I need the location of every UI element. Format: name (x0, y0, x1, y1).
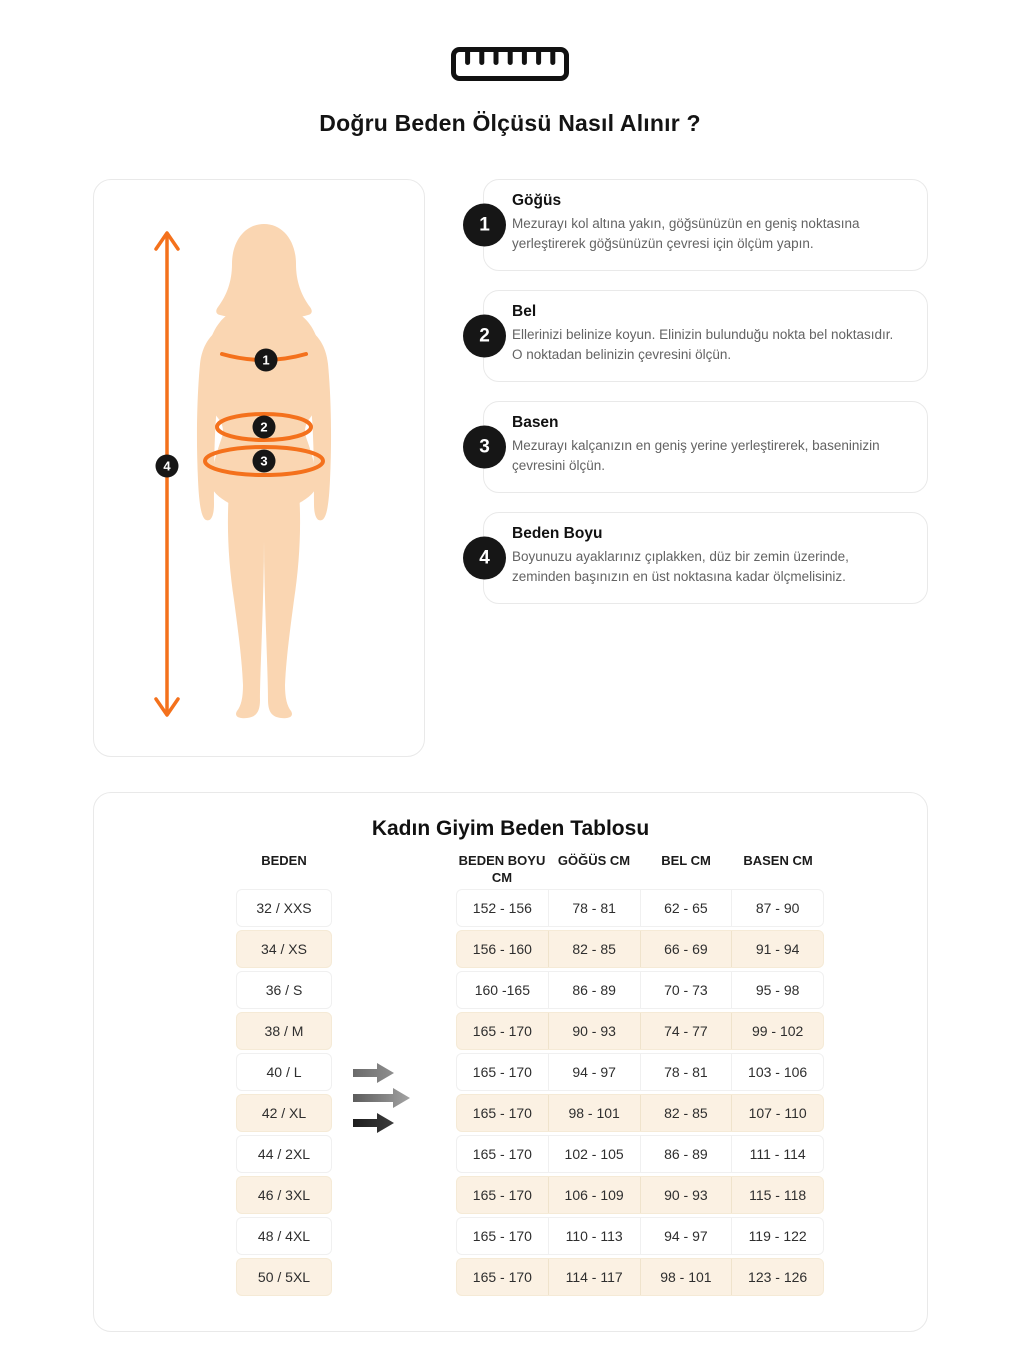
table-cell: 152 - 156 (457, 890, 549, 926)
svg-text:4: 4 (163, 458, 171, 474)
table-cell: 165 - 170 (457, 1095, 549, 1131)
size-cell: 32 / XXS (236, 889, 332, 927)
instruction-card-bel (479, 290, 928, 382)
table-row (456, 1217, 824, 1255)
step-number-badge: 4 (463, 537, 506, 580)
table-cell: 165 - 170 (457, 1054, 549, 1090)
instruction-title: Beden Boyu (512, 525, 603, 542)
svg-text:3: 3 (260, 453, 268, 469)
instruction-title: Basen (512, 414, 559, 431)
instruction-text: Ellerinizi belinize koyun. Elinizin bulunduğu nokta bel noktasıdır. O noktadan belinizin çevresini ölçün. (512, 327, 894, 362)
table-row (456, 1094, 824, 1132)
table-cell: 165 - 170 (457, 1136, 549, 1172)
instruction-text: Mezurayı kol altına yakın, göğsünüzün en geniş noktasına yerleştirerek göğsünüzün çevresi için ölçüm yapın. (512, 216, 860, 251)
table-cell: 99 - 102 (751, 1023, 804, 1039)
body-figure-card (93, 179, 425, 757)
size-column-header: BEDEN (261, 853, 307, 868)
page-title: Doğru Beden Ölçüsü Nasıl Alınır ? (319, 110, 701, 136)
table-row (456, 1053, 824, 1091)
measurement-header-row (456, 853, 824, 889)
table-cell: 106 - 109 (549, 1177, 641, 1213)
table-cell: 86 - 89 (641, 1136, 733, 1172)
table-cell: 78 - 81 (641, 1054, 733, 1090)
instruction-title: Göğüs (512, 192, 562, 209)
table-cell: 111 - 114 (749, 1146, 806, 1162)
table-row (456, 971, 824, 1009)
size-table-card (93, 792, 928, 1332)
size-cell: 50 / 5XL (236, 1258, 332, 1296)
table-cell: 87 - 90 (755, 900, 800, 916)
size-column (236, 853, 332, 1299)
figure-badge-1 (255, 349, 278, 372)
table-row (456, 1258, 824, 1296)
figure-badge-4 (156, 455, 179, 478)
table-cell: 98 - 101 (549, 1095, 641, 1131)
table-cell: 66 - 69 (641, 931, 733, 967)
measurement-columns (456, 853, 824, 1299)
svg-text:1: 1 (262, 352, 270, 368)
table-row (456, 930, 824, 968)
column-header: BASEN CM (743, 853, 813, 868)
table-cell: 70 - 73 (641, 972, 733, 1008)
table-cell: 95 - 98 (755, 982, 800, 998)
table-cell: 165 - 170 (457, 1013, 549, 1049)
table-cell: 123 - 126 (748, 1269, 808, 1285)
table-cell: 102 - 105 (549, 1136, 641, 1172)
instruction-title: Bel (512, 303, 537, 320)
table-row (456, 1012, 824, 1050)
table-cell: 107 - 110 (748, 1105, 807, 1121)
table-cell: 90 - 93 (549, 1013, 641, 1049)
size-cell: 48 / 4XL (236, 1217, 332, 1255)
column-header: GÖĞÜS CM (557, 853, 631, 868)
table-cell: 103 - 106 (748, 1064, 808, 1080)
size-cell: 34 / XS (236, 930, 332, 968)
body-silhouette-illustration (94, 180, 425, 757)
size-cell: 42 / XL (236, 1094, 332, 1132)
size-cell: 44 / 2XL (236, 1135, 332, 1173)
table-cell: 110 - 113 (549, 1218, 641, 1254)
table-cell: 165 - 170 (457, 1177, 549, 1213)
column-header: BEL CM (661, 853, 711, 868)
figure-badge-3 (253, 450, 276, 473)
size-cell: 36 / S (236, 971, 332, 1009)
table-cell: 94 - 97 (641, 1218, 733, 1254)
table-cell: 78 - 81 (549, 890, 641, 926)
step-number-badge: 3 (463, 426, 506, 469)
step-number-badge: 2 (463, 315, 506, 358)
table-cell: 62 - 65 (641, 890, 733, 926)
table-cell: 98 - 101 (641, 1259, 733, 1295)
table-cell: 165 - 170 (457, 1259, 549, 1295)
instruction-card-basen (479, 401, 928, 493)
table-cell: 82 - 85 (549, 931, 641, 967)
page-header (0, 0, 1020, 137)
ruler-icon (450, 46, 570, 82)
figure-badge-2 (253, 416, 276, 439)
table-cell: 91 - 94 (755, 941, 800, 957)
instruction-cards (479, 179, 928, 757)
table-cell: 114 - 117 (549, 1259, 641, 1295)
measurement-section (93, 179, 928, 757)
table-cell: 119 - 122 (748, 1228, 807, 1244)
size-cell: 40 / L (236, 1053, 332, 1091)
table-cell: 94 - 97 (549, 1054, 641, 1090)
table-cell: 156 - 160 (457, 931, 549, 967)
table-row (456, 889, 824, 927)
table-cell: 115 - 118 (749, 1187, 807, 1203)
table-row (456, 1176, 824, 1214)
instruction-text: Boyunuzu ayaklarınız çıplakken, düz bir zemin üzerinde, zeminden başınızın en üst noktasına kadar ölçmelisiniz. (512, 549, 849, 584)
table-cell: 86 - 89 (549, 972, 641, 1008)
size-table (94, 853, 927, 1313)
size-range-arrows-icon (350, 1061, 436, 1135)
instruction-text: Mezurayı kalçanızın en geniş yerine yerleştirerek, baseninizin çevresini ölçün. (512, 438, 880, 473)
table-cell: 165 - 170 (457, 1218, 549, 1254)
table-cell: 90 - 93 (641, 1177, 733, 1213)
step-number-badge: 1 (463, 204, 506, 247)
column-header: BEDEN BOYU CM (458, 853, 546, 885)
table-cell: 74 - 77 (641, 1013, 733, 1049)
size-cell: 46 / 3XL (236, 1176, 332, 1214)
table-cell: 160 -165 (457, 972, 549, 1008)
size-cell: 38 / M (236, 1012, 332, 1050)
size-table-title: Kadın Giyim Beden Tablosu (371, 817, 650, 840)
table-cell: 82 - 85 (641, 1095, 733, 1131)
table-row (456, 1135, 824, 1173)
instruction-card-beden-boyu (479, 512, 928, 604)
instruction-card-gogus (479, 179, 928, 271)
svg-text:2: 2 (260, 419, 268, 435)
